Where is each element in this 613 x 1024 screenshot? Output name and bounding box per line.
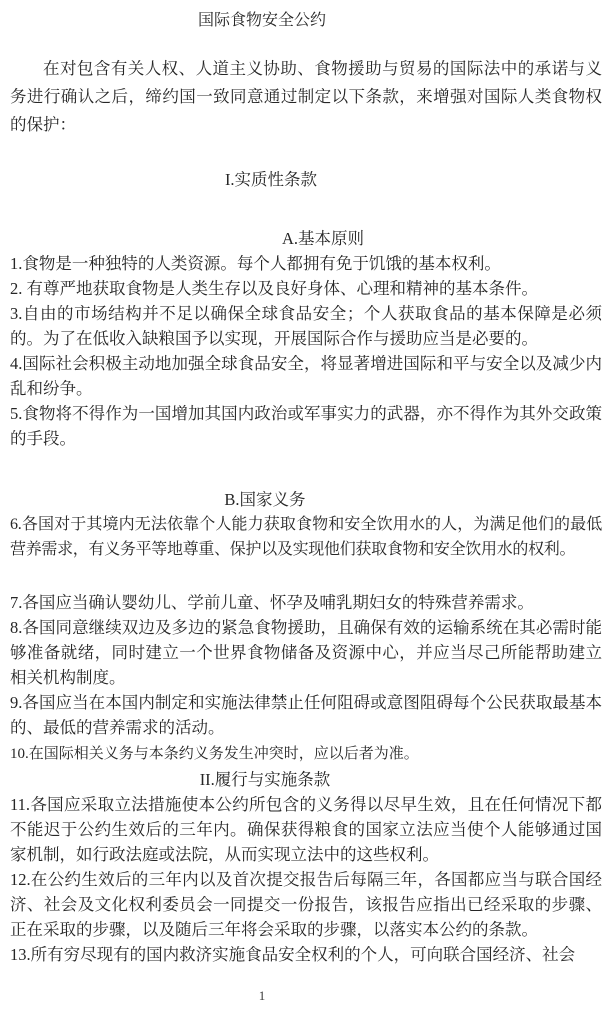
clause-10: 10.在国际相关义务与本条约义务发生冲突时，应以后者为准。 — [10, 746, 419, 762]
page-number: 1 — [258, 988, 266, 1003]
clause-6: 6.各国对于其境内无法依靠个人能力获取食物和安全饮用水的人，为满足他们的最低营养需求，有义务平等地尊重、保护以及实现他们获取食物和安全饮用水的权利。 — [10, 516, 602, 558]
heading-part1: I.实质性条款 — [224, 170, 318, 189]
clause-12: 12.在公约生效后的三年内以及首次提交报告后每隔三年，各国都应当与联合国经济、社会及文化权利委员会一同提交一份报告，该报告应指出已经采取的步骤、正在采取的步骤，以及随后三年将会采取的步骤，以落实本公约的条款。 — [10, 870, 602, 939]
document-title: 国际食物安全公约 — [197, 12, 326, 29]
heading-section-a: A.基本原则 — [281, 229, 365, 248]
clause-13: 13.所有穷尽现有的国内救济实施食品安全权利的个人，可向联合国经济、社会 — [10, 945, 576, 964]
clause-2: 2. 有尊严地获取食物是人类生存以及良好身体、心理和精神的基本条件。 — [10, 279, 538, 298]
clause-3: 3.自由的市场结构并不足以确保全球食品安全；个人获取食品的基本保障是必须的。为了在低收入缺粮国予以实现，开展国际合作与援助应当是必要的。 — [10, 304, 602, 348]
clause-8: 8.各国同意继续双边及多边的紧急食物援助，且确保有效的运输系统在其必需时能够准备就绪，同时建立一个世界食物储备及资源中心，并应当尽己所能帮助建立相关机构制度。 — [10, 618, 602, 687]
clause-7: 7.各国应当确认婴幼儿、学前儿童、怀孕及哺乳期妇女的特殊营养需求。 — [10, 593, 534, 612]
heading-section-b: B.国家义务 — [224, 490, 306, 509]
clause-4: 4.国际社会积极主动地加强全球食品安全，将显著增进国际和平与安全以及减少内乱和纷争。 — [10, 354, 602, 398]
clause-9: 9.各国应当在本国内制定和实施法律禁止任何阻碍或意图阻碍每个公民获取最基本的、最低的营养需求的活动。 — [10, 693, 602, 737]
clause-1: 1.食物是一种独特的人类资源。每个人都拥有免于饥饿的基本权利。 — [10, 254, 501, 273]
preamble-paragraph: 在对包含有关人权、人道主义协助、食物援助与贸易的国际法中的承诺与义务进行确认之后，缔约国一致同意通过制定以下条款，来增强对国际人类食物权的保护： — [10, 59, 602, 134]
heading-part2: II.履行与实施条款 — [199, 770, 331, 789]
clause-11: 11.各国应采取立法措施使本公约所包含的义务得以尽早生效，且在任何情况下都不能迟于公约生效后的三年内。确保获得粮食的国家立法应当使个人能够通过国家机制，如行政法庭或法院，从而实现立法中的这些权利。 — [10, 795, 602, 864]
clause-5: 5.食物将不得作为一国增加其国内政治或军事实力的武器，亦不得作为其外交政策的手段。 — [10, 404, 602, 448]
